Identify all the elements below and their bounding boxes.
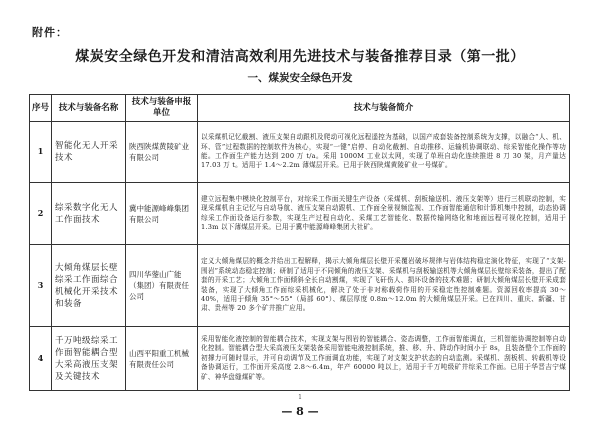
attachment-label: 附件：	[32, 26, 68, 39]
applicant-unit: 陕西陕煤黄陵矿业有限公司	[126, 122, 198, 183]
table-row	[30, 122, 570, 183]
applicant-unit: 四川华蓥山广能（集团）有限责任公司	[126, 245, 198, 327]
table-header-row	[30, 95, 570, 122]
table-row	[30, 245, 570, 327]
row-number: 4	[30, 327, 52, 391]
technology-description: 采用智能化液控制的智能耦合技术，实现支架与围岩的智能耦合、姿态调整，工作面智能调直，三机智能协调控制等自动化控制。智能耦合型大采高液压支架装备采用智能电液控制系统，推、移、升、降动作时间小于 8s，且装备整个工作面的初撑力可随时显示，并可自动调节及工作面调直功能，实现了对支架支护状态的自动监测。采煤机、刮板机、转载机等设备协调运行，工作面开采高度 2.8～6.4m，年产 60000 吨以上，适用于千万吨级矿井综采工作面。已用于华晋吉宁煤矿、神华盘缝煤矿等。	[198, 327, 570, 391]
header-name: 技术与装备名称	[52, 95, 126, 122]
technology-description: 建立远程集中模块化控制平台，对综采工作面关键生产设备（采煤机、刮板输送机、液压支架等）进行三机联动控制，实现采煤机自主记忆与自动导航、液压支架自动跟机、工作面全景视频监视、工作面智能通信和计算机集中控制，动态协调综采工作面设备运行参数，实现生产过程自动化、采煤工艺智能化、数据传输网络化和地面远程可视化控制，适用于 1.3m 以下薄煤层开采。已用于冀中能源峰峰集团大社矿。	[198, 183, 570, 245]
applicant-unit: 山西平阳重工机械有限责任公司	[126, 327, 198, 391]
technology-description: 以采煤机记忆截割、液压支架自动跟机及爬动可视化远程遥控为基础，以国产成套装备控制系统为支撑，以融合“人、机、环、管”过程数据的控制软件为核心，实现“一键”启停、自动化截割、自动推移、运输机协调联动、综采智能化操作等功能。工作面生产能力达到 200 万 t/a。采用 1000M 工业以太网，实现了单班自动化连续推进 8 刀 30 架，月产量达 17.03 万 t。适用于 1.4～2.2m 薄煤层开采。已用于陕西陕煤黄陵矿业一号煤矿。	[198, 122, 570, 183]
technology-name: 大倾角煤层长壁综采工作面综合机械化开采技术和装备	[52, 245, 126, 327]
technology-name: 综采数字化无人工作面技术	[52, 183, 126, 245]
header-desc: 技术与装备简介	[198, 95, 570, 122]
recommendation-table	[29, 94, 570, 391]
row-number: 1	[30, 122, 52, 183]
page-number: — 8 —	[281, 405, 319, 418]
header-unit: 技术与装备申报单位	[126, 95, 198, 122]
technology-name: 智能化无人开采技术	[52, 122, 126, 183]
header-no: 序号	[30, 95, 52, 122]
applicant-unit: 冀中能源峰峰集团有限公司	[126, 183, 198, 245]
row-number: 2	[30, 183, 52, 245]
technology-name: 千万吨级综采工作面智能耦合型大采高液压支架及关键技术	[52, 327, 126, 391]
document-title: 煤炭安全绿色开发和清洁高效利用先进技术与装备推荐目录（第一批）	[75, 49, 525, 65]
table-row	[30, 183, 570, 245]
table-row	[30, 327, 570, 391]
page-marker: 1	[298, 394, 302, 401]
technology-description: 定义大倾角煤层的概念并给出工程解释，揭示大倾角煤层长壁开采覆岩破坏规律与岩体结构稳定演化特征，实现了“支架-围岩”系统动态稳定控制；研制了适用于不同倾角的液压支架、采煤机与刮板输送机等大倾角煤层长壁综采装备，提出了配套的开采工艺；大倾角工作面倾斜全长自动割煤，实现了飞矸伤人、损坏设备的技术难题；研制大倾角煤层长壁开采成套装备，实现了大倾角工作面综采机械化，解决了处于非对称载荷作用的开采稳定性控制难题。资源回收率提高 30～40%，适用于倾角 35°～55°（局部 60°）、煤层厚度 0.8m～12.0m 的大倾角煤层开采。已在四川、重庆、新疆、甘肃、贵州等 20 多个矿井推广应用。	[198, 245, 570, 327]
row-number: 3	[30, 245, 52, 327]
section-heading: 一、煤炭安全绿色开发	[247, 72, 353, 84]
